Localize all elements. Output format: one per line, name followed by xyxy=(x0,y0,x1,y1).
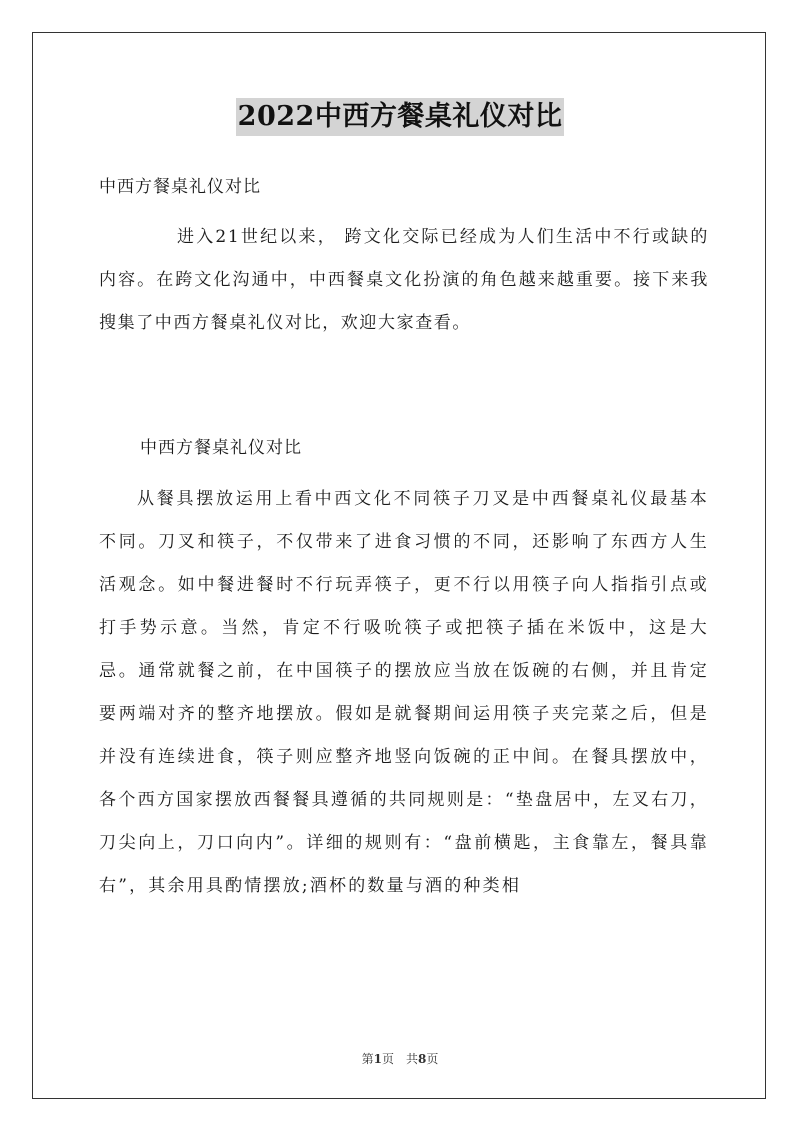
footer-current-page: 1 xyxy=(373,1052,382,1066)
body-paragraph: 从餐具摆放运用上看中西文化不同筷子刀叉是中西餐桌礼仪最基本不同。刀叉和筷子，不仅带来了进食习惯的不同，还影响了东西方人生活观念。如中餐进餐时不行玩弄筷子，更不行以用筷子向人指指引点或打手势示意。当然，肯定不行吸吮筷子或把筷子插在米饭中，这是大忌。通常就餐之前，在中国筷子的摆放应当放在饭碗的右侧，并且肯定要两端对齐的整齐地摆放。假如是就餐期间运用筷子夹完菜之后，但是并没有连续进食，筷子则应整齐地竖向饭碗的正中间。在餐具摆放中，各个西方国家摆放西餐餐具遵循的共同规则是：“垫盘居中，左叉右刀，刀尖向上，刀口向内”。详细的规则有：“盘前横匙，主食靠左，餐具靠右”，其余用具酌情摆放;酒杯的数量与酒的种类相 xyxy=(99,489,709,896)
title-container xyxy=(0,98,800,136)
footer-page-mid: 页 共 xyxy=(381,1052,418,1066)
section-heading: 中西方餐桌礼仪对比 xyxy=(140,438,302,458)
footer-page-suffix: 页 xyxy=(426,1052,439,1066)
footer-page-prefix: 第 xyxy=(361,1052,374,1066)
document-title: 2022中西方餐桌礼仪对比 xyxy=(236,98,565,136)
intro-paragraph: 进入21世纪以来， 跨文化交际已经成为人们生活中不行或缺的内容。在跨文化沟通中，中西餐桌文化扮演的角色越来越重要。接下来我搜集了中西方餐桌礼仪对比，欢迎大家查看。 xyxy=(99,227,709,333)
footer-total-pages: 8 xyxy=(418,1052,427,1066)
document-subtitle: 中西方餐桌礼仪对比 xyxy=(99,177,261,197)
page-footer xyxy=(0,1051,800,1067)
